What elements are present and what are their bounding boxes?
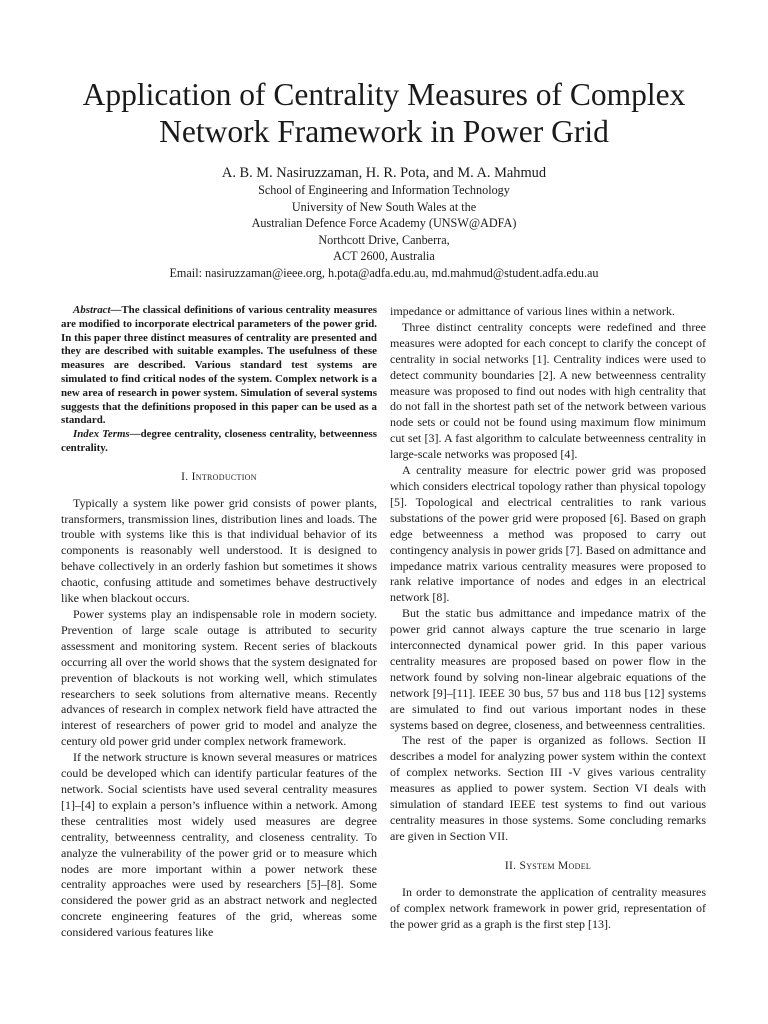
body-paragraph-continuation: impedance or admittance of various lines within a network. (390, 304, 675, 318)
right-column (390, 304, 706, 932)
body-paragraph: Three distinct centrality concepts were redefined and three measures were adopted for each concept to clarify the concept of centrality in social networks [1]. Centrality indices were used to detect community boundaries [2]. A new betweenness centrality measure was proposed to find out nodes with high centrality that do not fall in the shortest path set of the network between various node sets or could not be found using maximum flow minimum cut set [3]. A fast algorithm to calculate betweenness centrality in large-scale networks was proposed [4]. (390, 319, 706, 462)
body-paragraph: Power systems play an indispensable role in modern society. Prevention of large scale outage is attributed to security assessment and monitoring system. Recent series of blackouts occurring all over the world shows that the system designated for prevention of blackouts is not working well, which stimulates researchers to seek solutions from alternative means. Recently advances of research in complex network field have attracted the interest of researchers of power grid to model and analyze the century old power grid under complex network framework. (61, 607, 377, 749)
body-paragraph: If the network structure is known several measures or matrices could be developed which can identify particular features of the network. Social scientists have used several centrality measures [1]–[4] to explain a person’s influence within a network. Among these centralities most widely used measures are degree centrality, betweenness centrality, and closeness centrality. To analyze the vulnerability of the power grid or to measure which nodes are more important within a power network these centrality approaches were used by researchers [5]–[8]. Some considered the power grid as an abstract network and neglected concrete engineering features of the grid, whereas some considered various features like (61, 750, 377, 940)
body-paragraph: But the static bus admittance and impedance matrix of the power grid cannot always capture the true scenario in large interconnected dynamical power grid. In this paper various centrality measures are proposed based on power flow in the network found by solving non-linear algebraic equations of the network [9]–[11]. IEEE 30 bus, 57 bus and 118 bus [12] systems are simulated to find out various important nodes in these systems based on degree, closeness, and betweenness centralities. (390, 606, 706, 732)
body-paragraph: Typically a system like power grid consists of power plants, transformers, transmission lines, distribution lines and loads. The trouble with systems like this is that individual behavior of its components is reasonably well understood. It is designed to behave collectively in an orderly fashion but sometimes it shows chaotic, confusing attitude and sometimes behave destructively like when blackout occurs. (61, 495, 377, 606)
body-paragraph: The rest of the paper is organized as follows. Section II describes a model for analyzing power system within the context of complex networks. Section III -V gives various centrality measures as applied to power system. Section VI deals with simulation of standard IEEE test systems to find out various centrality measures in those systems. Some concluding remarks are given in Section VII. (390, 733, 706, 843)
index-terms-label: Index Terms (73, 428, 130, 441)
paper-authors: A. B. M. Nasiruzzaman, H. R. Pota, and M. A. Mahmud (221, 165, 547, 181)
affiliation-line: Northcott Drive, Canberra, (318, 232, 450, 247)
abstract (61, 304, 377, 428)
affiliation-line: School of Engineering and Information Technology (258, 183, 510, 197)
left-column (61, 304, 377, 941)
body-paragraph: In order to demonstrate the application of centrality measures of complex network framework in power grid, representation of the power grid as a graph is the first step [13]. (390, 884, 706, 931)
section-heading-system-model: II. System Model (504, 859, 592, 872)
abstract-label: Abstract (73, 304, 111, 316)
affiliation-line: ACT 2600, Australia (333, 249, 435, 264)
body-paragraph: A centrality measure for electric power grid was proposed which considers electrical topology rather than physical topology [5]. Topological and electrical centralities to rank various substations of the power grid were proposed [6]. Based on graph edge betweenness a method was proposed to carry out contingency analysis in power grids [7]. Based on admittance and impedance matrix various centrality measures were proposed to rank relative importance of nodes and edges in an electrical network [8]. (390, 463, 706, 605)
index-terms (61, 428, 377, 456)
section-heading-introduction: I. Introduction (181, 470, 257, 483)
author-affiliation (40, 182, 728, 282)
author-emails: Email: nasiruzzaman@ieee.org, h.pota@adfa.edu.au, md.mahmud@student.adfa.edu.au (169, 265, 599, 280)
index-terms-text: —degree centrality, closeness centrality, betweenness centrality. (61, 428, 377, 454)
abstract-text: —The classical definitions of various centrality measures are modified to incorporate electrical parameters of the power grid. In this paper three distinct measures of centrality are presented and they are described with suitable examples. The usefulness of these measures are described. Various standard test systems are simulated to find critical nodes of the system. Complex network is a new area of research in power system. Simulation of several systems suggests that the definitions proposed in this paper can be used as a standard. (61, 304, 377, 427)
paper-title: Application of Centrality Measures of Complex Network Framework in Power Grid (82, 77, 686, 149)
affiliation-line: University of New South Wales at the (291, 199, 477, 214)
affiliation-line: Australian Defence Force Academy (UNSW@ADFA) (251, 216, 517, 231)
